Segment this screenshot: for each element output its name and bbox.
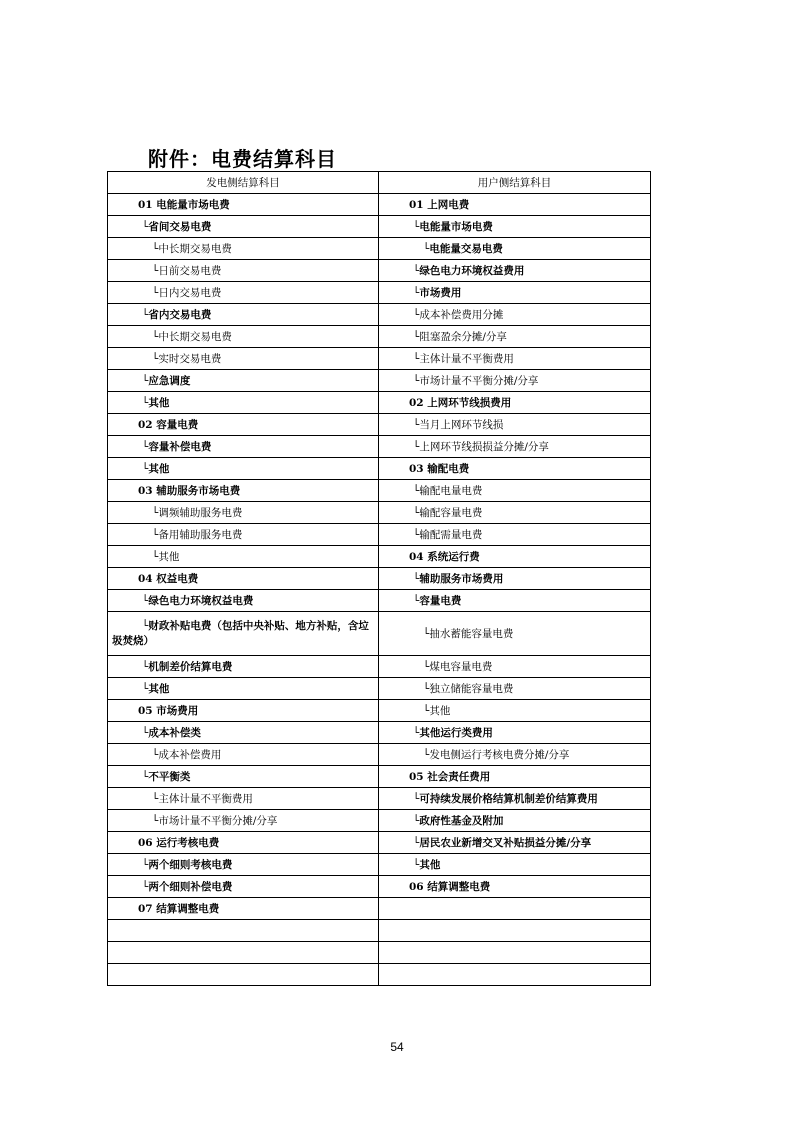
subject-label: └居民农业新增交叉补贴损益分摊/分享 [413,836,592,849]
subject-label: └应急调度 [142,374,191,387]
user-side-cell [379,326,651,348]
user-side-cell [379,766,651,788]
user-side-cell [379,568,651,590]
page-number: 54 [390,1040,404,1054]
subject-label: └实时交易电费 [152,352,222,365]
generation-side-cell [108,942,379,964]
user-side-cell [379,238,651,260]
table-row [108,876,651,898]
subject-label: └其他 [142,396,170,409]
user-side-cell [379,524,651,546]
subject-label: └省间交易电费 [142,220,212,233]
generation-side-cell [108,964,379,986]
table-row [108,722,651,744]
table-row [108,370,651,392]
subject-label: └调频辅助服务电费 [152,506,243,519]
generation-side-cell [108,524,379,546]
generation-side-cell [108,238,379,260]
user-side-cell [379,744,651,766]
subject-label: └电能量交易电费 [423,242,503,255]
user-side-cell [379,898,651,920]
subject-label: └财政补贴电费（包括中央补贴、地方补贴，含垃圾焚烧） [112,620,369,647]
table-row [108,326,651,348]
generation-side-cell [108,854,379,876]
user-side-cell [379,348,651,370]
generation-side-cell [108,810,379,832]
table-body [108,194,651,986]
subject-label: └主体计量不平衡费用 [413,352,514,365]
user-side-cell [379,700,651,722]
subject-label: └独立储能容量电费 [423,682,514,695]
subject-label: └日前交易电费 [152,264,222,277]
generation-side-cell [108,722,379,744]
subject-label: └主体计量不平衡费用 [152,792,253,805]
subject-label: └辅助服务市场费用 [413,572,504,585]
generation-side-cell [108,392,379,414]
generation-side-cell [108,436,379,458]
generation-side-cell [108,656,379,678]
subject-label: └煤电容量电费 [423,660,493,673]
generation-side-cell [108,590,379,612]
table-row [108,788,651,810]
user-side-cell [379,480,651,502]
subject-label: 04 系统运行费 [409,550,480,563]
subject-label: └成本补偿费用 [152,748,222,761]
table-row [108,832,651,854]
subject-label: 06 运行考核电费 [138,836,220,849]
subject-label: └当月上网环节线损 [413,418,504,431]
subject-label: └两个细则考核电费 [142,858,233,871]
user-side-cell [379,920,651,942]
table-row [108,348,651,370]
subject-label: └电能量市场电费 [413,220,493,233]
table-row [108,436,651,458]
subject-label: └日内交易电费 [152,286,222,299]
generation-side-cell [108,898,379,920]
subject-label: 02 上网环节线损费用 [409,396,512,409]
subject-label: └省内交易电费 [142,308,212,321]
subject-label: 02 容量电费 [138,418,199,431]
generation-side-cell [108,832,379,854]
table-row [108,766,651,788]
user-side-cell [379,260,651,282]
generation-side-cell [108,260,379,282]
table-row [108,546,651,568]
subject-label [383,969,409,981]
subject-label [112,969,138,981]
user-side-cell [379,678,651,700]
subject-label: └上网环节线损损益分摊/分享 [413,440,549,453]
subject-label: └其他 [142,462,170,475]
user-side-cell [379,612,651,656]
user-side-cell [379,458,651,480]
subject-label [383,925,409,937]
user-side-cell [379,370,651,392]
user-side-cell [379,788,651,810]
generation-side-cell [108,678,379,700]
user-side-cell [379,722,651,744]
table-row [108,304,651,326]
generation-side-cell [108,744,379,766]
subject-label: └绿色电力环境权益电费 [142,594,254,607]
table-row [108,568,651,590]
user-side-cell [379,876,651,898]
subject-label [383,903,409,915]
generation-side-cell [108,348,379,370]
generation-side-cell [108,326,379,348]
table-row [108,964,651,986]
subject-label: └机制差价结算电费 [142,660,233,673]
subject-label: └其他 [413,858,441,871]
generation-side-cell [108,502,379,524]
subject-label: └容量补偿电费 [142,440,212,453]
table-row [108,194,651,216]
table-row [108,260,651,282]
table-row [108,238,651,260]
table-row [108,744,651,766]
generation-side-cell [108,458,379,480]
table-header-row [108,172,651,194]
subject-label: └抽水蓄能容量电费 [423,627,514,640]
user-side-cell [379,590,651,612]
user-side-cell [379,656,651,678]
subject-label: └政府性基金及附加 [413,814,504,827]
subject-label: 03 输配电费 [409,462,470,475]
table-row [108,502,651,524]
generation-side-cell [108,700,379,722]
subject-label: └市场计量不平衡分摊/分享 [152,814,278,827]
subject-label: 04 权益电费 [138,572,199,585]
generation-side-cell [108,568,379,590]
user-side-cell [379,832,651,854]
user-side-cell [379,964,651,986]
table-row [108,590,651,612]
generation-side-cell [108,876,379,898]
subject-label: └阻塞盈余分摊/分享 [413,330,507,343]
generation-side-cell [108,920,379,942]
subject-label: └其他 [152,550,180,563]
subject-label: 05 市场费用 [138,704,199,717]
subject-label [112,947,138,959]
generation-side-cell [108,304,379,326]
subject-label: └成本补偿费用分摊 [413,308,504,321]
table-row [108,920,651,942]
subject-label: 06 结算调整电费 [409,880,491,893]
table-row [108,480,651,502]
generation-side-cell [108,282,379,304]
subject-label: └中长期交易电费 [152,242,232,255]
subject-label: └输配需量电费 [413,528,483,541]
generation-side-cell [108,480,379,502]
table-row [108,414,651,436]
table-row [108,854,651,876]
subject-label [112,925,138,937]
generation-side-cell [108,194,379,216]
subject-label: └可持续发展价格结算机制差价结算费用 [413,792,598,805]
subject-label: └成本补偿类 [142,726,201,739]
table-row [108,216,651,238]
user-side-cell [379,436,651,458]
subject-label [383,947,409,959]
subject-label: 01 电能量市场电费 [138,198,230,211]
user-side-cell [379,282,651,304]
generation-side-cell [108,766,379,788]
table-row [108,392,651,414]
subject-label: └容量电费 [413,594,462,607]
subject-label: └市场费用 [413,286,462,299]
subject-label: └不平衡类 [142,770,191,783]
user-side-cell [379,942,651,964]
table-row [108,282,651,304]
generation-side-cell [108,216,379,238]
subject-label: └其他 [142,682,170,695]
table-row [108,942,651,964]
table-row [108,700,651,722]
user-side-cell [379,546,651,568]
subject-label: └其他运行类费用 [413,726,493,739]
table-row [108,810,651,832]
user-side-cell [379,216,651,238]
generation-side-cell [108,612,379,656]
subject-label: └中长期交易电费 [152,330,232,343]
table-row [108,612,651,656]
table-row [108,678,651,700]
subject-label: └发电侧运行考核电费分摊/分享 [423,748,570,761]
settlement-subjects-table [107,171,651,986]
header-generation-side: 发电侧结算科目 [108,172,379,194]
user-side-cell [379,854,651,876]
subject-label: └绿色电力环境权益费用 [413,264,525,277]
user-side-cell [379,502,651,524]
generation-side-cell [108,370,379,392]
subject-label: └输配容量电费 [413,506,483,519]
subject-label: └两个细则补偿电费 [142,880,233,893]
generation-side-cell [108,788,379,810]
table-row [108,524,651,546]
user-side-cell [379,414,651,436]
user-side-cell [379,304,651,326]
subject-label: 03 辅助服务市场电费 [138,484,241,497]
generation-side-cell [108,414,379,436]
subject-label: └市场计量不平衡分摊/分享 [413,374,539,387]
user-side-cell [379,194,651,216]
subject-label: 05 社会责任费用 [409,770,491,783]
table-row [108,898,651,920]
subject-label: └备用辅助服务电费 [152,528,243,541]
user-side-cell [379,810,651,832]
page-title: 附件：电费结算科目 [148,147,337,171]
subject-label: └其他 [423,704,451,717]
generation-side-cell [108,546,379,568]
subject-label: └输配电量电费 [413,484,483,497]
subject-label: 07 结算调整电费 [138,902,220,915]
header-user-side: 用户侧结算科目 [379,172,651,194]
subject-label: 01 上网电费 [409,198,470,211]
user-side-cell [379,392,651,414]
table-row [108,656,651,678]
table-row [108,458,651,480]
